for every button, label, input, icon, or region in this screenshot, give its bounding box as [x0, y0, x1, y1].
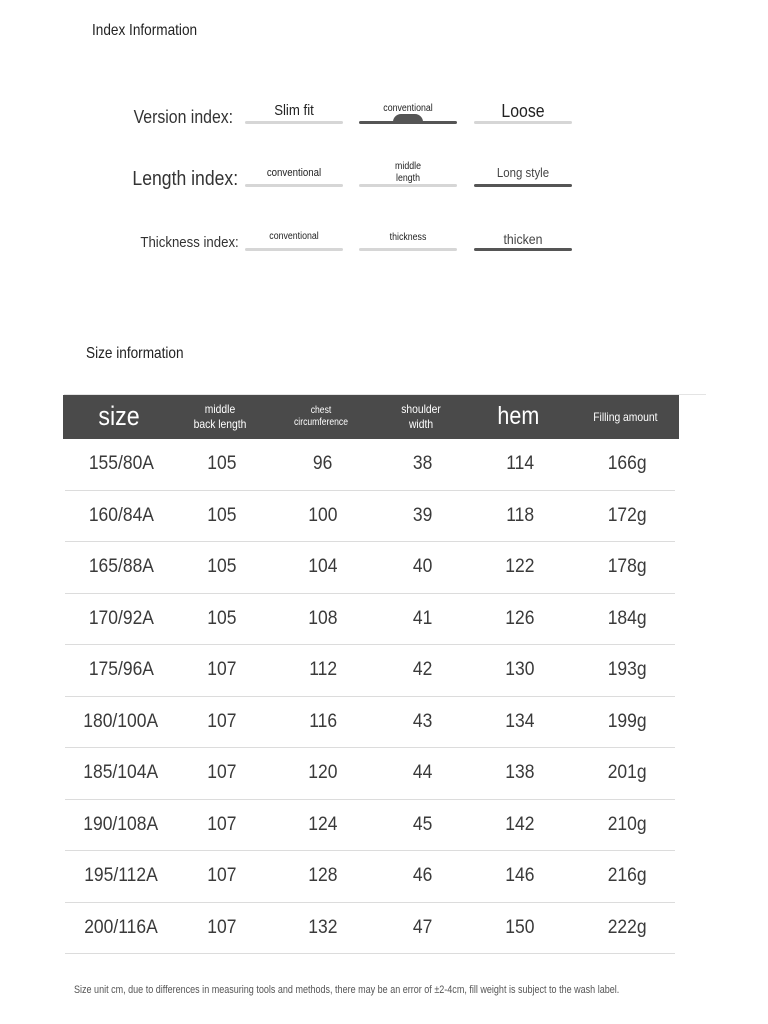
header-filling-amount: Filling amount: [592, 409, 658, 424]
cell-shoulder-width: 42: [413, 659, 433, 680]
cell-middle-back-length: 107: [207, 916, 237, 938]
header-hem: hem: [497, 402, 539, 431]
cell-filling-amount: 166g: [607, 453, 647, 474]
cell-hem: 130: [505, 659, 535, 680]
cell-middle-back-length: 105: [207, 607, 237, 629]
cell-size: 165/88A: [88, 556, 154, 577]
table-row: [65, 491, 675, 543]
cell-shoulder-width: 44: [413, 762, 433, 783]
cell-chest-circumference: 108: [308, 607, 338, 629]
cell-chest-circumference: 104: [308, 556, 338, 577]
length-option-middle-length: middle length: [359, 160, 457, 200]
length-option-conventional: conventional: [245, 160, 343, 200]
cell-shoulder-width: 39: [413, 504, 433, 526]
table-row: [65, 439, 675, 491]
cell-middle-back-length: 105: [207, 504, 237, 526]
table-row: [65, 748, 675, 800]
cell-hem: 142: [505, 813, 535, 835]
cell-chest-circumference: 124: [308, 813, 338, 835]
cell-filling-amount: 184g: [607, 607, 647, 629]
cell-size: 200/116A: [84, 916, 158, 938]
table-row: [65, 800, 675, 852]
cell-chest-circumference: 112: [309, 659, 337, 680]
cell-chest-circumference: 116: [309, 710, 337, 732]
cell-size: 185/104A: [83, 762, 159, 783]
table-row: [65, 903, 675, 955]
cell-shoulder-width: 47: [413, 916, 433, 938]
header-size: size: [98, 401, 140, 432]
cell-filling-amount: 193g: [607, 659, 647, 680]
option-bar: [245, 184, 343, 187]
table-header: [63, 395, 679, 439]
version-index-label: Version index:: [133, 107, 233, 127]
cell-middle-back-length: 105: [207, 453, 237, 474]
size-information-title: Size information: [86, 345, 184, 362]
cell-shoulder-width: 38: [413, 453, 433, 474]
version-option-slim-fit: Slim fit: [245, 100, 343, 140]
option-bar: [245, 248, 343, 251]
cell-middle-back-length: 107: [207, 865, 237, 886]
cell-shoulder-width: 41: [413, 607, 433, 629]
cell-chest-circumference: 120: [308, 762, 338, 783]
thickness-index-label: Thickness index:: [140, 234, 239, 251]
cell-chest-circumference: 128: [308, 865, 338, 886]
cell-shoulder-width: 40: [413, 556, 433, 577]
table-row: [65, 594, 675, 646]
thickness-option-thicken: thicken: [474, 226, 572, 266]
cell-filling-amount: 172g: [607, 504, 647, 526]
option-bar: [245, 121, 343, 124]
cell-chest-circumference: 100: [308, 504, 338, 526]
option-bar: [359, 121, 457, 124]
index-information-title: Index Information: [92, 22, 198, 39]
cell-shoulder-width: 46: [413, 865, 433, 886]
cell-filling-amount: 222g: [607, 916, 647, 938]
cell-filling-amount: 201g: [607, 762, 647, 783]
cell-size: 175/96A: [88, 659, 154, 680]
length-option-long-style: Long style: [474, 160, 572, 200]
length-index-label: Length index:: [132, 168, 238, 190]
cell-hem: 118: [506, 504, 534, 526]
cell-middle-back-length: 107: [207, 762, 237, 783]
cell-size: 190/108A: [83, 813, 159, 835]
version-index-row: [0, 100, 768, 140]
thickness-option-thickness: thickness: [359, 226, 457, 266]
option-bar: [474, 121, 572, 124]
cell-middle-back-length: 107: [207, 710, 237, 732]
cell-hem: 134: [505, 710, 535, 732]
header-chest-circumference: chest circumference: [293, 404, 349, 428]
cell-middle-back-length: 105: [207, 556, 237, 577]
cell-shoulder-width: 43: [413, 710, 433, 732]
table-body: [63, 439, 679, 954]
cell-chest-circumference: 96: [313, 453, 333, 474]
footnote: Size unit cm, due to differences in measuring tools and methods, there may be an error of ±2-4cm, fill weight is subject to the wash label.: [74, 984, 620, 996]
cell-filling-amount: 178g: [607, 556, 647, 577]
cell-size: 195/112A: [84, 865, 158, 886]
cell-filling-amount: 216g: [607, 865, 647, 886]
cell-shoulder-width: 45: [413, 813, 433, 835]
cell-middle-back-length: 107: [207, 813, 237, 835]
cell-hem: 146: [505, 865, 535, 886]
cell-hem: 122: [505, 556, 535, 577]
option-bar: [474, 184, 572, 187]
thickness-index-row: [0, 226, 768, 266]
cell-hem: 126: [505, 607, 535, 629]
table-row: [65, 851, 675, 903]
cell-chest-circumference: 132: [308, 916, 338, 938]
thickness-option-conventional: conventional: [245, 226, 343, 266]
option-bar: [359, 248, 457, 251]
table-row: [65, 697, 675, 749]
version-option-loose: Loose: [474, 100, 572, 140]
cell-size: 160/84A: [88, 504, 154, 526]
cell-filling-amount: 199g: [607, 710, 647, 732]
cell-middle-back-length: 107: [207, 659, 237, 680]
cell-hem: 138: [505, 762, 535, 783]
length-index-row: [0, 160, 768, 200]
cell-size: 155/80A: [88, 453, 154, 474]
cell-hem: 150: [505, 916, 535, 938]
cell-size: 180/100A: [83, 710, 159, 732]
cell-size: 170/92A: [88, 607, 154, 629]
option-bar: [474, 248, 572, 251]
table-row: [65, 645, 675, 697]
cell-filling-amount: 210g: [607, 813, 647, 835]
size-table: [63, 395, 679, 954]
cell-hem: 114: [506, 453, 534, 474]
version-option-conventional: conventional: [359, 100, 457, 140]
option-bar: [359, 184, 457, 187]
header-middle-back-length: middle back length: [193, 402, 247, 431]
table-row: [65, 542, 675, 594]
header-shoulder-width: shoulder width: [401, 402, 441, 431]
